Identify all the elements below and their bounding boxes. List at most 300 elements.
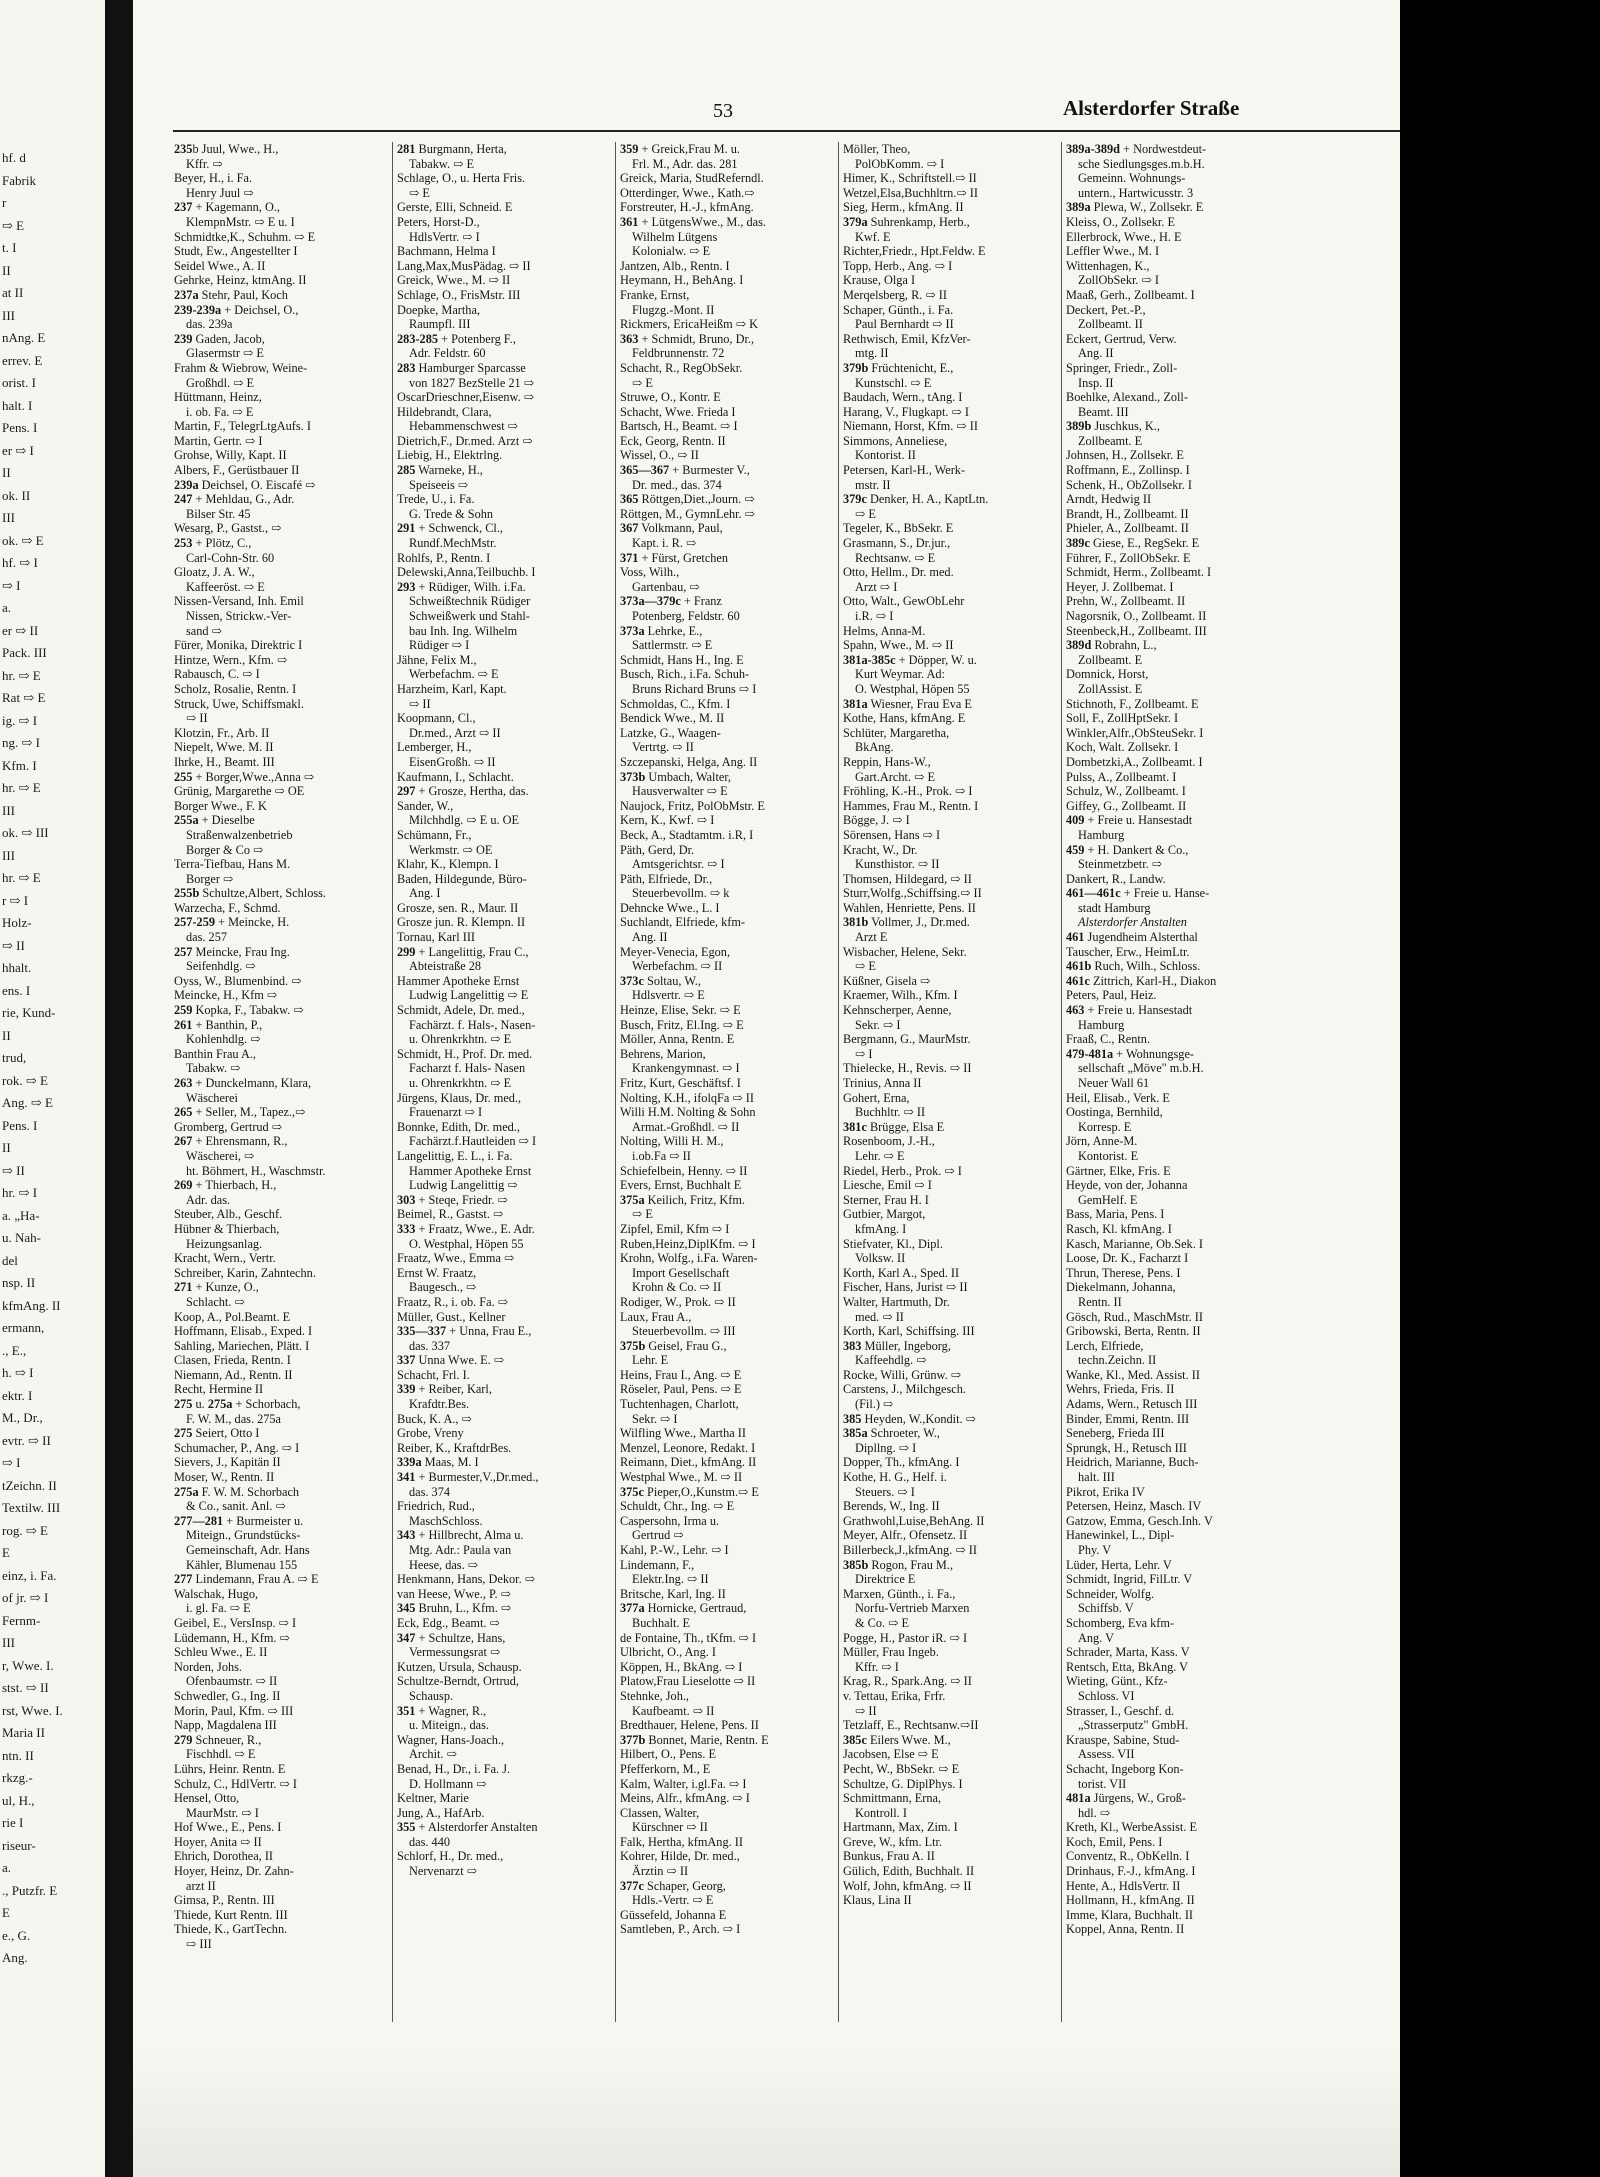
- directory-entry: Schiffsb. V: [1078, 1601, 1134, 1616]
- directory-entry: 379b Früchtenicht, E.,: [843, 360, 954, 375]
- directory-entry: Wesarg, P., Gastst., ⇨: [174, 521, 282, 536]
- directory-entry: Rentn. II: [1078, 1294, 1122, 1309]
- directory-entry: Pogge, H., Pastor iR. ⇨ I: [843, 1630, 968, 1645]
- directory-entry: Evers, Ernst, Buchhalt E: [620, 1178, 742, 1193]
- directory-entry: Wäscherei, ⇨: [186, 1148, 255, 1163]
- left-page-fragment: hr. ⇨ E: [2, 667, 41, 683]
- directory-entry: Adr. das.: [186, 1192, 231, 1207]
- directory-entry: Wehrs, Frieda, Fris. II: [1066, 1382, 1175, 1397]
- directory-entry: Rocke, Willi, Grünw. ⇨: [843, 1367, 962, 1382]
- directory-entry: Schloss. VI: [1078, 1688, 1135, 1703]
- directory-entry: Müller, Frau Ingeb.: [843, 1645, 939, 1660]
- directory-entry: 375c Pieper,O.,Kunstm.⇨ E: [620, 1484, 759, 1499]
- directory-entry: Banthin Frau A.,: [174, 1046, 256, 1061]
- left-page-fragment: ⇨ II: [2, 1162, 25, 1178]
- left-page-fragment: rie, Kund-: [2, 1005, 56, 1020]
- directory-entry: 343 + Hillbrecht, Alma u.: [397, 1528, 524, 1543]
- directory-entry: Nagorsnik, O., Zollbeamt. II: [1066, 609, 1207, 623]
- left-page-fragment: III: [2, 847, 15, 863]
- directory-entry: Eck, Georg, Rentn. II: [620, 433, 726, 448]
- directory-entry: 481a Jürgens, W., Groß-: [1066, 1791, 1187, 1806]
- directory-entry: Roffmann, E., Zollinsp. I: [1066, 463, 1190, 478]
- directory-entry: Schulz, C., HdlVertr. ⇨ I: [174, 1776, 298, 1791]
- directory-entry: Arzt ⇨ I: [855, 579, 898, 594]
- left-page-fragment: Rat ⇨ E: [2, 690, 46, 705]
- directory-entry: Riedel, Herb., Prok. ⇨ I: [843, 1163, 962, 1178]
- directory-entry: 265 + Seller, M., Tapez.,⇨: [174, 1105, 306, 1120]
- left-page-fragment: ⇨ E: [2, 217, 25, 233]
- directory-entry: Jürgens, Klaus, Dr. med.,: [397, 1090, 522, 1105]
- directory-entry: Gärtner, Elke, Fris. E: [1066, 1163, 1171, 1178]
- directory-entry: Beck, A., Stadtamtm. i.R, I: [620, 827, 754, 842]
- directory-entry: Doepke, Martha,: [397, 302, 480, 317]
- directory-entry: Glasermstr ⇨ E: [186, 346, 264, 361]
- header-rule: [173, 130, 1400, 132]
- directory-entry: 333 + Fraatz, Wwe., E. Adr.: [397, 1221, 535, 1236]
- left-page-fragment: Ang. ⇨ E: [2, 1095, 53, 1110]
- directory-entry: 255b Schultze,Albert, Schloss.: [174, 886, 327, 901]
- left-page-fragment: orist. I: [2, 375, 36, 390]
- directory-entry: Hübner & Thierbach,: [174, 1221, 280, 1236]
- directory-entry: Hoyer, Heinz, Dr. Zahn-: [174, 1864, 294, 1879]
- directory-entry: 389d Robrahn, L.,: [1066, 638, 1157, 653]
- directory-entry: 253 + Plötz, C.,: [174, 536, 252, 551]
- directory-entry: Hintze, Wern., Kfm. ⇨: [174, 652, 288, 667]
- directory-entry: Greick, Wwe., M. ⇨ II: [397, 273, 511, 288]
- directory-entry: Marxen, Günth., i. Fa.,: [843, 1586, 956, 1601]
- directory-entry: Deckert, Pet.-P.,: [1066, 302, 1146, 317]
- directory-entry: 271 + Kunze, O.,: [174, 1280, 259, 1295]
- left-page-fragment: II: [2, 262, 11, 278]
- left-page-fragment: Textilw. III: [2, 1500, 61, 1515]
- directory-entry: Direktrice E: [855, 1572, 916, 1587]
- directory-entry: (Fil.) ⇨: [855, 1397, 894, 1412]
- left-page-fragment: ok. ⇨ E: [2, 532, 44, 548]
- directory-entry: Kohlenhdlg. ⇨: [186, 1032, 261, 1047]
- directory-entry: 381b Vollmer, J., Dr.med.: [843, 915, 970, 930]
- directory-entry: Hamburg: [1078, 1017, 1125, 1032]
- directory-entry: Voss, Wilh.,: [620, 565, 680, 580]
- left-page-fragment: ntn. II: [2, 1747, 34, 1763]
- directory-entry: Tabakw. ⇨ E: [409, 156, 474, 171]
- directory-entry: Norfu-Vertrieb Marxen: [855, 1601, 970, 1616]
- directory-entry: 281 Burgmann, Herta,: [397, 142, 507, 156]
- directory-entry: Walschak, Hugo,: [174, 1586, 259, 1601]
- directory-entry: Potenberg, Feldstr. 60: [632, 609, 740, 623]
- left-page-fragment: halt. I: [2, 397, 33, 413]
- directory-entry: Franke, Ernst,: [620, 287, 690, 302]
- directory-entry: von 1827 BezStelle 21 ⇨: [409, 375, 535, 390]
- directory-entry: Classen, Walter,: [620, 1805, 700, 1820]
- directory-entry: Liesche, Emil ⇨ I: [843, 1178, 932, 1193]
- directory-entry: Imme, Klara, Buchhalt. II: [1066, 1907, 1194, 1922]
- directory-entry: 293 + Rüdiger, Wilh. i.Fa.: [397, 579, 526, 594]
- directory-entry: 389b Juschkus, K.,: [1066, 419, 1160, 434]
- directory-entry: Lemberger, H.,: [397, 740, 472, 755]
- directory-entry: 479-481a + Wohnungsge-: [1066, 1046, 1195, 1061]
- directory-entry: 283 Hamburger Sparcasse: [397, 360, 526, 375]
- directory-entry: 385a Schroeter, W.,: [843, 1426, 940, 1441]
- directory-entry: ht. Böhmert, H., Waschmstr.: [186, 1163, 326, 1178]
- directory-entry: Fraaß, C., Rentn.: [1066, 1032, 1151, 1047]
- directory-entry: Laux, Frau A.,: [620, 1309, 692, 1324]
- column-5: [1066, 142, 1281, 2152]
- directory-entry: Schumacher, P., Ang. ⇨ I: [174, 1440, 300, 1455]
- directory-entry: Zollbeamt. E: [1078, 433, 1143, 448]
- directory-entry: Harzheim, Karl, Kapt.: [397, 681, 507, 696]
- directory-entry: i. ob. Fa. ⇨ E: [186, 404, 254, 419]
- directory-entry: stadt Hamburg: [1078, 900, 1151, 915]
- directory-entry: Schweißtechnik Rüdiger: [409, 594, 531, 609]
- directory-entry: Greick, Maria, StudReferndl.: [620, 171, 764, 186]
- directory-entry: Heymann, H., BehAng. I: [620, 273, 744, 288]
- directory-entry: Hoffmann, Elisab., Exped. I: [174, 1324, 313, 1339]
- directory-entry: i. gl. Fa. ⇨ E: [186, 1601, 251, 1616]
- directory-entry: 385b Rogon, Frau M.,: [843, 1557, 954, 1572]
- directory-entry: 373b Umbach, Walter,: [620, 769, 732, 784]
- left-page-fragment: rok. ⇨ E: [2, 1072, 48, 1088]
- column-divider: [1061, 142, 1062, 2022]
- directory-entry: das. 239a: [186, 317, 233, 332]
- directory-entry: Wisbacher, Helene, Sekr.: [843, 944, 967, 959]
- directory-entry: sellschaft „Möve" m.b.H.: [1078, 1061, 1204, 1076]
- directory-entry: Schacht, Ingeborg Kon-: [1066, 1761, 1184, 1776]
- directory-entry: ⇨ II: [409, 696, 431, 711]
- directory-entry: Tegeler, K., BbSekr. E: [843, 521, 954, 536]
- left-page-fragment: M., Dr.,: [2, 1410, 43, 1425]
- directory-entry: u. Miteign., das.: [409, 1718, 489, 1733]
- directory-entry: Oostinga, Bernhild,: [1066, 1105, 1163, 1120]
- directory-entry: Heizungsanlag.: [186, 1236, 263, 1251]
- directory-entry: Krohn, Wolfg., i.Fa. Waren-: [620, 1251, 758, 1266]
- directory-entry: Dopper, Th., kfmAng. I: [843, 1455, 960, 1470]
- directory-entry: u. Ohrenkrkhtn. ⇨ E: [409, 1076, 512, 1090]
- left-page-fragment: Pack. III: [2, 645, 47, 660]
- directory-entry: Schlorf, H., Dr. med.,: [397, 1849, 504, 1864]
- directory-entry: 285 Warneke, H.,: [397, 463, 483, 478]
- directory-entry: Päth, Gerd, Dr.: [620, 842, 695, 857]
- directory-entry: Carstens, J., Milchgesch.: [843, 1382, 966, 1397]
- directory-entry: G. Trede & Sohn: [409, 506, 494, 521]
- directory-entry: Flugzg.-Mont. II: [632, 302, 715, 317]
- directory-entry: Bendick Wwe., M. II: [620, 711, 725, 726]
- page-header: [133, 0, 1400, 140]
- directory-entry: Sander, W.,: [397, 798, 454, 813]
- directory-entry: 373a Lehrke, E.,: [620, 623, 703, 638]
- directory-entry: Beimel, R., Gastst. ⇨: [397, 1207, 504, 1222]
- directory-entry: Schmidt, Adele, Dr. med.,: [397, 1003, 525, 1018]
- left-page-fragment: III: [2, 307, 15, 323]
- directory-entry: Wissel, O., ⇨ II: [620, 448, 699, 463]
- directory-entry: Eckert, Gertrud, Verw.: [1066, 331, 1177, 346]
- directory-entry: F. W. M., das. 275a: [186, 1411, 282, 1426]
- directory-entry: Gatzow, Emma, Gesch.Inh. V: [1066, 1513, 1213, 1528]
- directory-entry: 347 + Schultze, Hans,: [397, 1630, 506, 1645]
- directory-entry: Tabakw. ⇨: [186, 1061, 241, 1076]
- directory-entry: Liebig, H., Elektrlng.: [397, 448, 503, 463]
- directory-entry: Adams, Wern., Retusch III: [1066, 1397, 1198, 1412]
- directory-entry: Lindemann, F.,: [620, 1557, 695, 1572]
- directory-entry: Baudach, Wern., tAng. I: [843, 390, 963, 405]
- directory-entry: Stehnke, Joh.,: [620, 1688, 689, 1703]
- directory-entry: Rohlfs, P., Rentn. I: [397, 550, 491, 565]
- directory-entry: Gartenbau, ⇨: [632, 579, 700, 594]
- directory-entry: Kaufbeamt. ⇨ II: [632, 1703, 715, 1718]
- directory-entry: Ofenbaumstr. ⇨ II: [186, 1674, 278, 1689]
- directory-entry: i.R. ⇨ I: [855, 609, 894, 623]
- directory-entry: 363 + Schmidt, Bruno, Dr.,: [620, 331, 755, 346]
- directory-entry: Kaffeeröst. ⇨ E: [186, 579, 265, 594]
- directory-entry: Abteistraße 28: [409, 959, 482, 974]
- directory-entry: 389a Plewa, W., Zollsekr. E: [1066, 200, 1204, 215]
- directory-entry: Elektr.Ing. ⇨ II: [632, 1572, 709, 1587]
- directory-entry: arzt II: [186, 1878, 216, 1893]
- directory-entry: Ulbricht, O., Ang. I: [620, 1645, 716, 1660]
- directory-entry: Ruben,Heinz,DiplKfm. ⇨ I: [620, 1236, 756, 1251]
- directory-entry: Küßner, Gisela ⇨: [843, 973, 931, 988]
- directory-entry: 361 + LütgensWwe., M., das.: [620, 214, 766, 229]
- directory-entry: Hüttmann, Heinz,: [174, 390, 262, 405]
- directory-entry: Thielecke, H., Revis. ⇨ II: [843, 1061, 972, 1076]
- directory-entry: 335—337 + Unna, Frau E.,: [397, 1324, 532, 1339]
- directory-entry: Pikrot, Erika IV: [1066, 1484, 1145, 1499]
- directory-entry: Nolting, Willi H. M.,: [620, 1134, 724, 1149]
- directory-entry: Niemann, Ad., Rentn. II: [174, 1367, 293, 1382]
- directory-entry: Helms, Anna-M.: [843, 623, 926, 638]
- left-page-fragment: del: [2, 1252, 18, 1268]
- directory-entry: Gutbier, Margot,: [843, 1207, 926, 1222]
- directory-entry: Lüdemann, H., Kfm. ⇨: [174, 1630, 290, 1645]
- directory-entry: Maaß, Gerh., Zollbeamt. I: [1066, 287, 1195, 302]
- left-page-fragment: Pens. I: [2, 1117, 38, 1133]
- directory-entry: Wanke, Kl., Med. Assist. II: [1066, 1367, 1200, 1382]
- directory-entry: Leffler Wwe., M. I: [1066, 244, 1160, 259]
- directory-entry: 459 + H. Dankert & Co.,: [1066, 842, 1189, 857]
- directory-entry: ⇨ II: [186, 711, 208, 726]
- directory-entry: Schweißwerk und Stahl-: [409, 609, 530, 623]
- directory-entry: Schacht, R., RegObSekr.: [620, 360, 743, 375]
- directory-entry: Klaus, Lina II: [843, 1893, 912, 1908]
- directory-entry: Bonnke, Edith, Dr. med.,: [397, 1119, 520, 1134]
- directory-entry: Schwedler, G., Ing. II: [174, 1688, 281, 1703]
- left-page-fragment: ektr. I: [2, 1387, 33, 1403]
- directory-entry: ⇨ E: [409, 185, 430, 200]
- page-bottom-area: [133, 2050, 1400, 2177]
- scan-background: [1400, 0, 1600, 2177]
- directory-entry: Zollbeamt. E: [1078, 652, 1143, 667]
- directory-entry: Dankert, R., Landw.: [1066, 871, 1166, 886]
- column-1: [174, 142, 389, 2152]
- directory-entry: Heyer, J. Zollbemat. I: [1066, 579, 1174, 594]
- directory-entry: Kffr. ⇨ I: [855, 1659, 899, 1674]
- directory-entry: 299 + Langelittig, Frau C.,: [397, 944, 529, 959]
- directory-entry: Fraatz, Wwe., Emma ⇨: [397, 1251, 515, 1266]
- directory-entry: Thrun, Therese, Pens. I: [1066, 1265, 1181, 1280]
- directory-entry: Grohse, Willy, Kapt. II: [174, 448, 287, 463]
- directory-entry: Martin, Gertr. ⇨ I: [174, 433, 263, 448]
- directory-entry: Bögge, J. ⇨ I: [843, 813, 910, 828]
- directory-entry: 291 + Schwenck, Cl.,: [397, 521, 503, 536]
- directory-entry: Hdls.-Vertr. ⇨ E: [632, 1893, 714, 1908]
- directory-entry: Hammer Apotheke Ernst: [397, 973, 520, 988]
- directory-entry: Dietrich,F., Dr.med. Arzt ⇨: [397, 433, 533, 448]
- directory-entry: 389a-389d + Nordwestdeut-: [1066, 142, 1207, 156]
- directory-entry: 297 + Grosze, Hertha, das.: [397, 784, 529, 799]
- directory-entry: Sörensen, Hans ⇨ I: [843, 827, 941, 842]
- directory-entry: u. Ohrenkrkhtn. ⇨ E: [409, 1032, 512, 1047]
- directory-entry: Alsterdorfer Anstalten: [1078, 915, 1187, 930]
- directory-entry: Borger ⇨: [186, 871, 234, 886]
- column-2: [397, 142, 612, 2152]
- directory-entry: Heinze, Elise, Sekr. ⇨ E: [620, 1003, 741, 1018]
- directory-entry: Paul Bernhardt ⇨ II: [855, 317, 954, 332]
- directory-entry: Wittenhagen, K.,: [1066, 258, 1150, 273]
- directory-entry: Grasmann, S., Dr.jur.,: [843, 536, 951, 551]
- left-page-fragment: Pens. I: [2, 420, 38, 435]
- directory-entry: Borger & Co ⇨: [186, 842, 264, 857]
- directory-entry: Führer, F., ZollObSekr. E: [1066, 550, 1191, 565]
- directory-entry: untern., Hartwicusstr. 3: [1078, 185, 1194, 200]
- directory-entry: Dr.med., Arzt ⇨ II: [409, 725, 501, 740]
- directory-entry: Kracht, W., Dr.: [843, 842, 918, 857]
- left-page-fragment: ens. I: [2, 982, 31, 998]
- left-page-fragment: t. I: [2, 240, 17, 255]
- directory-entry: Arndt, Hedwig II: [1066, 492, 1152, 507]
- directory-entry: 381a-385c + Döpper, W. u.: [843, 652, 977, 667]
- directory-entry: 339 + Reiber, Karl,: [397, 1382, 492, 1397]
- directory-entry: GemHelf. E: [1078, 1192, 1138, 1207]
- directory-entry: Harang, V., Flugkapt. ⇨ I: [843, 404, 969, 419]
- directory-entry: Phy. V: [1078, 1543, 1112, 1557]
- directory-entry: 381c Brügge, Elsa E: [843, 1119, 945, 1134]
- directory-entry: Billerbeck,J.,kfmAng. ⇨ II: [843, 1543, 977, 1557]
- directory-entry: Tuchtenhagen, Charlott,: [620, 1397, 739, 1412]
- directory-page: [133, 0, 1400, 2177]
- directory-entry: Sekr. ⇨ I: [632, 1411, 678, 1426]
- directory-entry: Morin, Paul, Kfm. ⇨ III: [174, 1703, 294, 1718]
- directory-entry: OscarDrieschner,Eisenw. ⇨: [397, 390, 535, 405]
- column-3: [620, 142, 835, 2152]
- directory-entry: Werbefachm. ⇨ II: [632, 959, 723, 974]
- left-page-fragment: hhalt.: [2, 960, 32, 975]
- directory-entry: Ludwig Langelittig ⇨: [409, 1178, 518, 1193]
- directory-entry: Simmons, Anneliese,: [843, 433, 948, 448]
- directory-entry: Reppin, Hans-W.,: [843, 754, 931, 769]
- directory-entry: Hamburg: [1078, 827, 1125, 842]
- directory-entry: Großhdl. ⇨ E: [186, 375, 255, 390]
- directory-entry: Terra-Tiefbau, Hans M.: [174, 857, 291, 872]
- directory-entry: Tetzlaff, E., Rechtsanw.⇨II: [843, 1718, 979, 1733]
- directory-entry: Gromberg, Gertrud ⇨: [174, 1119, 283, 1134]
- directory-entry: O. Westphal, Höpen 55: [855, 681, 970, 696]
- directory-entry: Kehnscherper, Aenne,: [843, 1003, 952, 1018]
- directory-entry: Strasser, I., Geschf. d.: [1066, 1703, 1175, 1718]
- left-page-fragment: a.: [2, 600, 12, 615]
- directory-entry: Loose, Dr. K., Facharzt I: [1066, 1251, 1189, 1266]
- directory-entry: v. Tettau, Erika, Frfr.: [843, 1688, 946, 1703]
- directory-entry: Latzke, G., Waagen-: [620, 725, 721, 740]
- directory-entry: Schmoldas, C., Kfm. I: [620, 696, 731, 711]
- directory-entry: 461c Zittrich, Karl-H., Diakon: [1066, 973, 1217, 988]
- left-page-fragment: hf. d: [2, 150, 26, 165]
- directory-entry: Lang,Max,MusPädag. ⇨ II: [397, 258, 531, 273]
- directory-entry: sche Siedlungsges.m.b.H.: [1078, 156, 1205, 171]
- directory-entry: 239a Deichsel, O. Eiscafé ⇨: [174, 477, 316, 492]
- directory-entry: Ihrke, H., Beamt. III: [174, 754, 275, 769]
- directory-entry: Heidrich, Marianne, Buch-: [1066, 1455, 1199, 1470]
- directory-entry: Richter,Friedr., Hpt.Feldw. E: [843, 244, 986, 259]
- directory-entry: Zipfel, Emil, Kfm ⇨ I: [620, 1221, 730, 1236]
- directory-entry: Gemeinn. Wohnungs-: [1078, 171, 1186, 186]
- directory-entry: Hebammenschwest ⇨: [409, 419, 518, 434]
- directory-entry: Bunkus, Frau A. II: [843, 1849, 935, 1864]
- directory-entry: 339a Maas, M. I: [397, 1455, 479, 1470]
- directory-entry: Henry Juul ⇨: [186, 185, 254, 200]
- directory-entry: ⇨ III: [186, 1937, 212, 1952]
- directory-entry: Kraemer, Wilh., Kfm. I: [843, 988, 958, 1003]
- directory-entry: Warzecha, F., Schmd.: [174, 900, 281, 915]
- directory-entry: Borger Wwe., F. K: [174, 798, 267, 813]
- directory-entry: Kunsthistor. ⇨ II: [855, 857, 940, 872]
- directory-entry: Tauscher, Erw., HeimLtr.: [1066, 944, 1190, 959]
- directory-entry: Ärztin ⇨ II: [632, 1864, 689, 1879]
- directory-entry: Steuerbevollm. ⇨ III: [632, 1324, 736, 1339]
- directory-entry: Rickmers, EricaHeißm ⇨ K: [620, 317, 759, 332]
- directory-entry: Napp, Magdalena III: [174, 1718, 277, 1733]
- left-page-fragment: e., G.: [2, 1927, 31, 1943]
- directory-entry: 379a Suhrenkamp, Herb.,: [843, 214, 970, 229]
- directory-entry: Baden, Hildegunde, Büro-: [397, 871, 527, 886]
- directory-entry: Bilser Str. 45: [186, 506, 251, 521]
- directory-entry: 275 Seiert, Otto I: [174, 1426, 260, 1441]
- directory-entry: Päth, Elfriede, Dr.,: [620, 871, 713, 886]
- directory-entry: Schultze, G. DiplPhys. I: [843, 1776, 963, 1791]
- directory-entry: 269 + Thierbach, H.,: [174, 1178, 277, 1193]
- directory-entry: Gimsa, P., Rentn. III: [174, 1893, 275, 1908]
- directory-entry: Seifenhdlg. ⇨: [186, 959, 256, 974]
- directory-entry: Thiede, K., GartTechn.: [174, 1922, 288, 1937]
- directory-entry: Seneberg, Frieda III: [1066, 1426, 1165, 1441]
- directory-entry: 275a F. W. M. Schorbach: [174, 1484, 300, 1499]
- directory-entry: Schaper, Günth., i. Fa.: [843, 302, 954, 317]
- directory-entry: Schultze-Berndt, Ortrud,: [397, 1674, 519, 1689]
- directory-entry: Koopmann, Cl.,: [397, 711, 476, 726]
- directory-entry: 239-239a + Deichsel, O.,: [174, 302, 299, 317]
- directory-entry: Jung, A., HafArb.: [397, 1805, 485, 1820]
- directory-entry: Nolting, K.H., ifolqFa ⇨ II: [620, 1090, 754, 1105]
- directory-entry: Wäscherei: [186, 1090, 238, 1105]
- directory-entry: Wieting, Günt., Kfz-: [1066, 1674, 1168, 1689]
- directory-entry: Otto, Walt., GewObLehr: [843, 594, 965, 609]
- directory-entry: Clasen, Frieda, Rentn. I: [174, 1353, 291, 1368]
- directory-entry: Gribowski, Berta, Rentn. II: [1066, 1324, 1201, 1339]
- directory-entry: Pfefferkorn, M., E: [620, 1761, 711, 1776]
- directory-entry: Hdlsvertr. ⇨ E: [632, 988, 705, 1003]
- directory-entry: Steenbeck,H., Zollbeamt. III: [1066, 623, 1207, 638]
- street-title: Alsterdorfer Straße: [1063, 96, 1240, 120]
- directory-entry: Fachärzt. f. Hals-, Nasen-: [409, 1017, 536, 1032]
- directory-entry: 351 + Wagner, R.,: [397, 1703, 487, 1718]
- directory-entry: Heil, Elisab., Verk. E: [1066, 1090, 1170, 1105]
- directory-entry: Köppen, H., BkAng. ⇨ I: [620, 1659, 743, 1674]
- directory-entry: 377a Hornicke, Gertraud,: [620, 1601, 747, 1616]
- directory-entry: HdlsVertr. ⇨ I: [409, 229, 480, 244]
- left-page-fragment: hr. ⇨ I: [2, 1185, 38, 1200]
- directory-entry: 367 Volkmann, Paul,: [620, 521, 723, 536]
- directory-entry: Martin, F., TelegrLtgAufs. I: [174, 419, 311, 434]
- directory-entry: Kasch, Marianne, Ob.Sek. I: [1066, 1236, 1203, 1251]
- directory-entry: Schulz, W., Zollbeamt. I: [1066, 784, 1186, 799]
